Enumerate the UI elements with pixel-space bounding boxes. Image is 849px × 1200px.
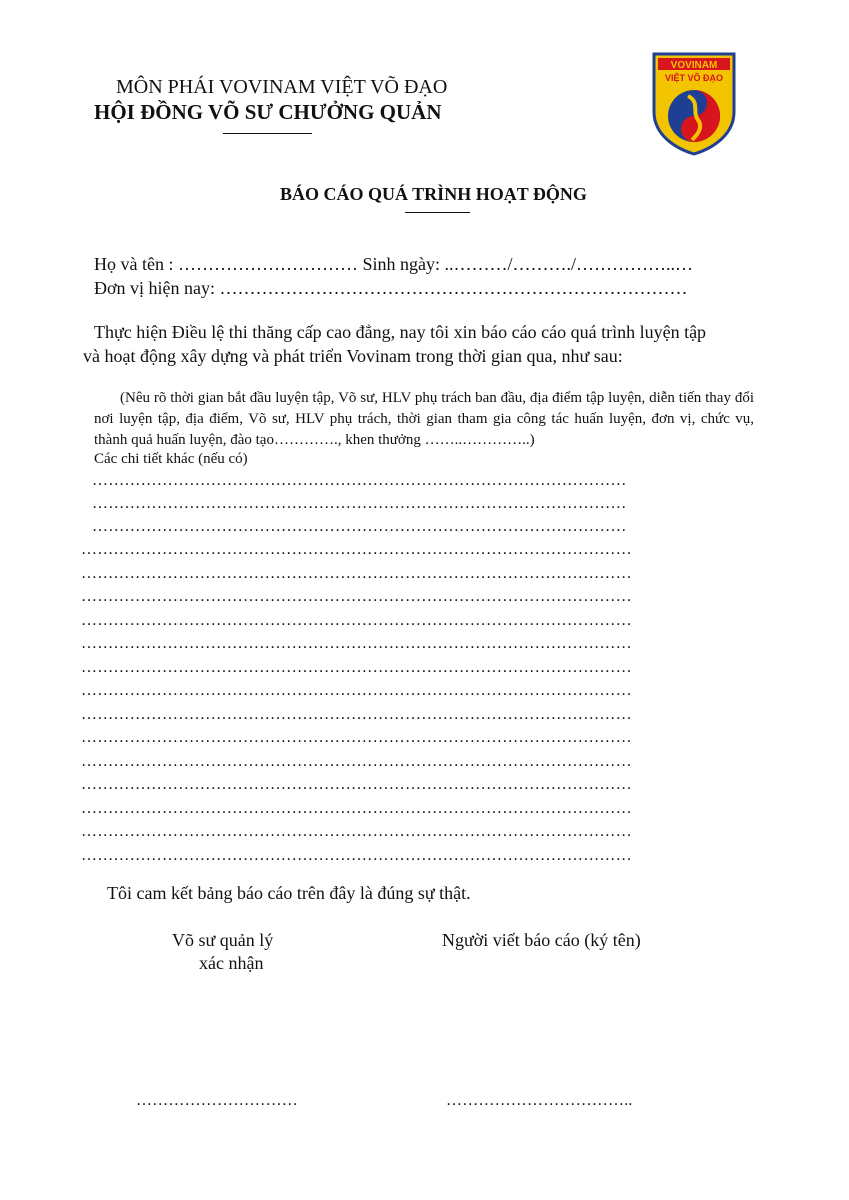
dot-line: …………………………………………………………………………………………	[81, 541, 632, 558]
other-details-label: Các chi tiết khác (nếu có)	[94, 451, 248, 467]
dot-line: …………………………………………………………………………………………	[81, 846, 632, 864]
dot-line: …………………………………………………………………………………………	[81, 752, 632, 770]
dot-line: …………………………………………………………………………………………	[81, 823, 632, 840]
reporter-signature-label: Người viết báo cáo (ký tên)	[442, 930, 641, 950]
reporter-signature-line: ……………………………..	[446, 1092, 633, 1109]
intro-line-2: và hoạt động xây dựng và phát triển Vovinam trong thời gian qua, như sau:	[83, 346, 623, 366]
dot-line: …………………………………………………………………………………………	[81, 682, 632, 699]
manager-signature-label: Võ sư quản lý	[172, 930, 274, 950]
dot-line: ………………………………………………………………………………………	[92, 495, 627, 512]
dot-line: …………………………………………………………………………………………	[81, 658, 632, 676]
title-divider	[405, 212, 470, 213]
manager-confirm-label: xác nhận	[199, 953, 264, 973]
org-name-line1: MÔN PHÁI VOVINAM VIỆT VÕ ĐẠO	[116, 76, 448, 98]
header-divider	[223, 133, 312, 134]
svg-text:VIỆT VÕ ĐẠO: VIỆT VÕ ĐẠO	[664, 73, 724, 83]
org-name-line2: HỘI ĐỒNG VÕ SƯ CHƯỞNG QUẢN	[94, 100, 442, 124]
dot-line: ………………………………………………………………………………………	[92, 518, 627, 535]
document-title: BÁO CÁO QUÁ TRÌNH HOẠT ĐỘNG	[280, 184, 587, 204]
dot-line: …………………………………………………………………………………………	[81, 705, 632, 723]
dot-line: …………………………………………………………………………………………	[81, 776, 632, 793]
manager-signature-line: …………………………	[136, 1092, 298, 1109]
commitment-statement: Tôi cam kết bảng báo cáo trên đây là đúng sự thật.	[107, 883, 471, 903]
dot-line: ………………………………………………………………………………………	[92, 472, 627, 489]
dot-line: …………………………………………………………………………………………	[81, 588, 632, 605]
dot-line: …………………………………………………………………………………………	[81, 635, 632, 652]
name-birthdate-field: Họ và tên : ………………………… Sinh ngày: ..………/………./……………..…	[94, 254, 693, 274]
instruction-note: (Nêu rõ thời gian bắt đầu luyện tập, Võ sư, HLV phụ trách ban đầu, địa điểm tập luyện, diễn tiến thay đổi nơi luyện tập, địa điểm, Võ sư, HLV phụ trách, thời gian tham gia công tác huấn luyện, đơn vị, chức vụ, thành quả huấn luyện, đào tạo…………., khen thưởng ……..…………..)	[94, 390, 754, 448]
dot-line: …………………………………………………………………………………………	[81, 729, 632, 746]
vovinam-logo	[652, 52, 736, 156]
intro-line-1: Thực hiện Điều lệ thi thăng cấp cao đẳng, nay tôi xin báo cáo cáo quá trình luyện tập	[94, 322, 707, 342]
dot-line: …………………………………………………………………………………………	[81, 611, 632, 629]
dot-line: …………………………………………………………………………………………	[81, 564, 632, 582]
current-unit-field: Đơn vị hiện nay: ……………………………………………………………………	[94, 278, 688, 298]
dot-line: …………………………………………………………………………………………	[81, 799, 632, 817]
svg-text:VOVINAM: VOVINAM	[670, 60, 718, 71]
